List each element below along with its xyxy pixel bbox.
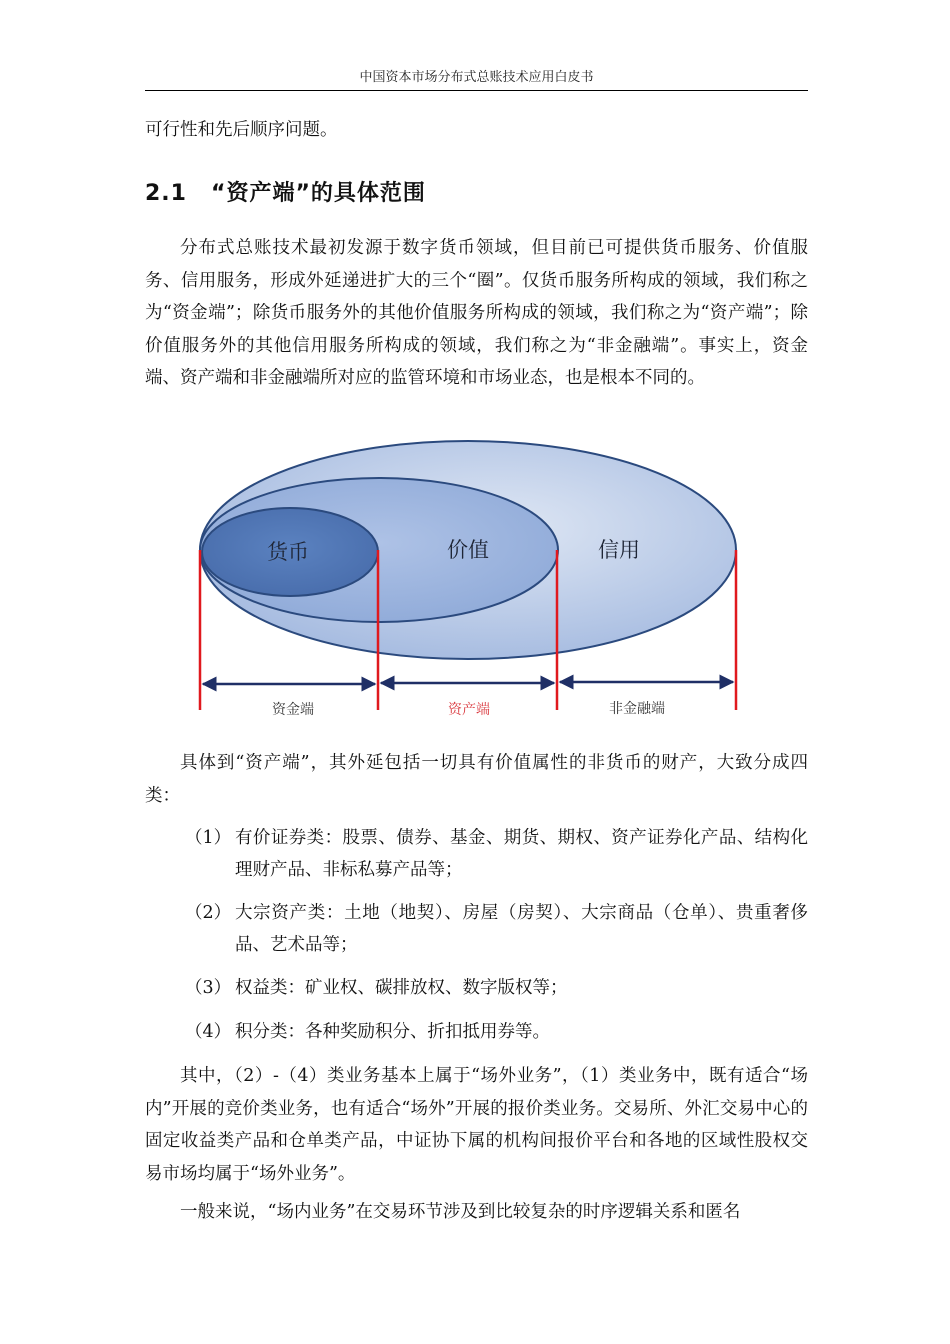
list-marker: （4）	[185, 1022, 232, 1042]
section-title: “资产端”的具体范围	[210, 181, 426, 206]
credit-label: 信用	[598, 538, 640, 562]
paragraph-otc: 其中，（2）-（4）类业务基本上属于“场外业务”，（1）类业务中，既有适合“场内”开展的竞价类业务，也有适合“场外”开展的报价类业务。交易所、外汇交易中心的固定收益类产品和仓单类产品，中证协下属的机构间报价平台和各地的区域性股权交易市场均属于“场外业务”。	[145, 1066, 808, 1184]
scope-diagram	[185, 440, 765, 730]
non-financial-end-label: 非金融端	[609, 701, 665, 717]
list-marker: （3）	[185, 978, 232, 998]
list-text: 权益类：矿业权、碳排放权、数字版权等；	[235, 978, 568, 998]
list-text: 积分类：各种奖励积分、折扣抵用券等。	[235, 1022, 550, 1042]
list-item	[145, 822, 808, 886]
paragraph-intro: 分布式总账技术最初发源于数字货币领域，但目前已可提供货币服务、价值服务、信用服务，形成外延递进扩大的三个“圈”。仅货币服务所构成的领域，我们称之为“资金端”；除货币服务外的其他价值服务所构成的领域，我们称之为“资产端”；除价值服务外的其他信用服务所构成的领域，我们称之为“非金融端”。事实上，资金端、资产端和非金融端所对应的监管环境和市场业态，也是根本不同的。	[145, 238, 808, 388]
list-item	[145, 972, 808, 1004]
list-item	[145, 897, 808, 961]
section-number: 2.1	[145, 181, 187, 206]
currency-label: 货币	[267, 540, 309, 564]
value-label: 价值	[447, 538, 489, 562]
asset-end-label: 资产端	[448, 702, 490, 718]
paragraph-exchange: 一般来说，“场内业务”在交易环节涉及到比较复杂的时序逻辑关系和匿名	[180, 1202, 741, 1222]
list-text: 有价证券类：股票、债券、基金、期货、期权、资产证券化产品、结构化理财产品、非标私募产品等；	[235, 828, 808, 880]
paragraph-asset-scope: 具体到“资产端”，其外延包括一切具有价值属性的非货币的财产，大致分成四类：	[145, 753, 808, 806]
list-text: 大宗资产类：土地（地契）、房屋（房契）、大宗商品（仓单）、贵重奢侈品、艺术品等；	[235, 903, 808, 955]
intro-fragment: 可行性和先后顺序问题。	[145, 120, 338, 140]
list-marker: （2）	[185, 903, 232, 923]
section-heading	[145, 176, 426, 207]
funds-end-label: 资金端	[272, 702, 314, 718]
page-header: 中国资本市场分布式总账技术应用白皮书	[145, 66, 808, 91]
list-item	[145, 1016, 808, 1048]
list-marker: （1）	[185, 828, 232, 848]
